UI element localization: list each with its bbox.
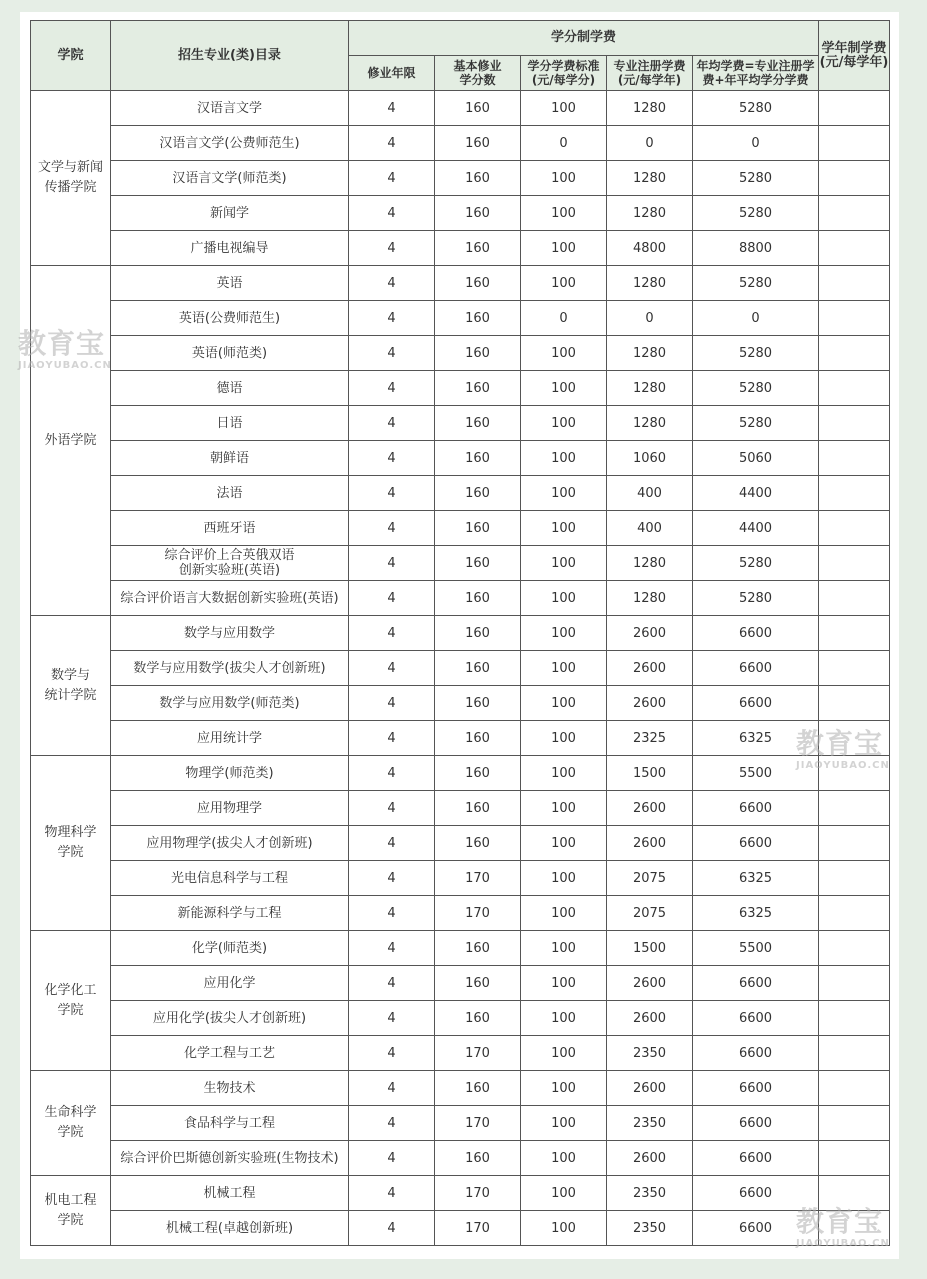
year-system-fee-cell (819, 826, 890, 861)
years-cell: 4 (349, 896, 435, 931)
credits-cell: 160 (435, 301, 521, 336)
years-cell: 4 (349, 161, 435, 196)
registration-fee-cell: 2075 (607, 896, 693, 931)
credit-fee-cell: 0 (521, 301, 607, 336)
major-cell: 英语 (111, 266, 349, 301)
years-cell: 4 (349, 1176, 435, 1211)
year-system-fee-cell (819, 651, 890, 686)
years-cell: 4 (349, 791, 435, 826)
year-system-fee-cell (819, 581, 890, 616)
table-row (31, 966, 890, 1001)
header-credits: 基本修业 学分数 (435, 56, 521, 91)
year-system-fee-cell (819, 336, 890, 371)
year-system-fee-cell (819, 1071, 890, 1106)
annual-fee-cell: 6600 (693, 1176, 819, 1211)
credit-fee-cell: 100 (521, 336, 607, 371)
table-row (31, 1141, 890, 1176)
year-system-fee-cell (819, 406, 890, 441)
table-row (31, 476, 890, 511)
table-row (31, 1001, 890, 1036)
major-cell: 汉语言文学 (111, 91, 349, 126)
table-row (31, 1036, 890, 1071)
major-cell: 法语 (111, 476, 349, 511)
table-row (31, 161, 890, 196)
year-system-fee-cell (819, 511, 890, 546)
years-cell: 4 (349, 756, 435, 791)
registration-fee-cell: 1280 (607, 581, 693, 616)
major-cell: 数学与应用数学(师范类) (111, 686, 349, 721)
tuition-table (30, 20, 890, 1246)
header-credit-system: 学分制学费 (349, 21, 819, 56)
header-years: 修业年限 (349, 56, 435, 91)
credits-cell: 160 (435, 441, 521, 476)
major-cell: 应用统计学 (111, 721, 349, 756)
major-cell: 广播电视编导 (111, 231, 349, 266)
annual-fee-cell: 8800 (693, 231, 819, 266)
credit-fee-cell: 100 (521, 966, 607, 1001)
credit-fee-cell: 100 (521, 371, 607, 406)
header-college: 学院 (31, 21, 111, 91)
table-row (31, 336, 890, 371)
year-system-fee-cell (819, 1211, 890, 1246)
credit-fee-cell: 100 (521, 1176, 607, 1211)
credits-cell: 160 (435, 931, 521, 966)
table-header (31, 21, 890, 91)
major-cell: 朝鲜语 (111, 441, 349, 476)
years-cell: 4 (349, 126, 435, 161)
registration-fee-cell: 0 (607, 301, 693, 336)
credits-cell: 160 (435, 1071, 521, 1106)
major-cell: 汉语言文学(师范类) (111, 161, 349, 196)
table-row (31, 546, 890, 581)
table-row (31, 196, 890, 231)
credit-fee-cell: 100 (521, 581, 607, 616)
years-cell: 4 (349, 336, 435, 371)
registration-fee-cell: 1500 (607, 756, 693, 791)
annual-fee-cell: 6600 (693, 826, 819, 861)
header-annual-fee: 年均学费=专业注册学 费+年平均学分学费 (693, 56, 819, 91)
years-cell: 4 (349, 91, 435, 126)
annual-fee-cell: 6600 (693, 651, 819, 686)
annual-fee-cell: 6600 (693, 1141, 819, 1176)
registration-fee-cell: 1060 (607, 441, 693, 476)
year-system-fee-cell (819, 896, 890, 931)
registration-fee-cell: 400 (607, 511, 693, 546)
credits-cell: 160 (435, 231, 521, 266)
table-row (31, 1176, 890, 1211)
credits-cell: 160 (435, 371, 521, 406)
header-year-system: 学年制学费 (元/每学年) (819, 21, 890, 91)
table-row (31, 371, 890, 406)
credit-fee-cell: 100 (521, 1141, 607, 1176)
annual-fee-cell: 6325 (693, 861, 819, 896)
credits-cell: 160 (435, 581, 521, 616)
annual-fee-cell: 5280 (693, 91, 819, 126)
credit-fee-cell: 100 (521, 896, 607, 931)
annual-fee-cell: 5280 (693, 336, 819, 371)
credits-cell: 170 (435, 1211, 521, 1246)
major-cell: 英语(公费师范生) (111, 301, 349, 336)
registration-fee-cell: 1280 (607, 546, 693, 581)
table-row (31, 1211, 890, 1246)
watermark-logo: 教育宝 JIAOYUBAO.CN (18, 327, 112, 371)
annual-fee-cell: 0 (693, 301, 819, 336)
table-row (31, 91, 890, 126)
years-cell: 4 (349, 301, 435, 336)
registration-fee-cell: 2600 (607, 686, 693, 721)
year-system-fee-cell (819, 441, 890, 476)
credit-fee-cell: 100 (521, 266, 607, 301)
table-row (31, 301, 890, 336)
credits-cell: 170 (435, 861, 521, 896)
years-cell: 4 (349, 651, 435, 686)
table-row (31, 896, 890, 931)
credit-fee-cell: 100 (521, 616, 607, 651)
registration-fee-cell: 2075 (607, 861, 693, 896)
major-cell: 机械工程(卓越创新班) (111, 1211, 349, 1246)
credits-cell: 160 (435, 1001, 521, 1036)
table-row (31, 791, 890, 826)
table-row (31, 861, 890, 896)
major-cell: 应用化学 (111, 966, 349, 1001)
credits-cell: 170 (435, 1036, 521, 1071)
major-cell: 生物技术 (111, 1071, 349, 1106)
annual-fee-cell: 5060 (693, 441, 819, 476)
annual-fee-cell: 4400 (693, 511, 819, 546)
registration-fee-cell: 1280 (607, 196, 693, 231)
credits-cell: 170 (435, 1106, 521, 1141)
college-name-cell: 机电工程 学院 (31, 1176, 111, 1246)
years-cell: 4 (349, 1071, 435, 1106)
years-cell: 4 (349, 1001, 435, 1036)
credits-cell: 160 (435, 161, 521, 196)
registration-fee-cell: 400 (607, 476, 693, 511)
registration-fee-cell: 2600 (607, 1071, 693, 1106)
year-system-fee-cell (819, 301, 890, 336)
credit-fee-cell: 100 (521, 686, 607, 721)
registration-fee-cell: 2600 (607, 1001, 693, 1036)
credits-cell: 160 (435, 721, 521, 756)
registration-fee-cell: 1280 (607, 336, 693, 371)
registration-fee-cell: 2600 (607, 651, 693, 686)
registration-fee-cell: 0 (607, 126, 693, 161)
annual-fee-cell: 5280 (693, 161, 819, 196)
registration-fee-cell: 2600 (607, 791, 693, 826)
year-system-fee-cell (819, 476, 890, 511)
college-name-cell: 生命科学 学院 (31, 1071, 111, 1176)
annual-fee-cell: 6600 (693, 1071, 819, 1106)
registration-fee-cell: 1280 (607, 406, 693, 441)
year-system-fee-cell (819, 791, 890, 826)
header-credit-fee: 学分学费标准 (元/每学分) (521, 56, 607, 91)
registration-fee-cell: 2350 (607, 1211, 693, 1246)
credits-cell: 160 (435, 756, 521, 791)
registration-fee-cell: 4800 (607, 231, 693, 266)
table-row (31, 511, 890, 546)
major-cell: 英语(师范类) (111, 336, 349, 371)
year-system-fee-cell (819, 861, 890, 896)
table-row (31, 721, 890, 756)
year-system-fee-cell (819, 1106, 890, 1141)
annual-fee-cell: 0 (693, 126, 819, 161)
credits-cell: 160 (435, 336, 521, 371)
credit-fee-cell: 100 (521, 1211, 607, 1246)
annual-fee-cell: 5280 (693, 371, 819, 406)
registration-fee-cell: 1280 (607, 91, 693, 126)
annual-fee-cell: 6600 (693, 686, 819, 721)
credit-fee-cell: 100 (521, 861, 607, 896)
document-sheet (20, 12, 899, 1259)
credits-cell: 160 (435, 616, 521, 651)
years-cell: 4 (349, 721, 435, 756)
annual-fee-cell: 5280 (693, 581, 819, 616)
college-name-cell: 数学与 统计学院 (31, 616, 111, 756)
table-row (31, 231, 890, 266)
college-name-cell: 物理科学 学院 (31, 756, 111, 931)
years-cell: 4 (349, 196, 435, 231)
annual-fee-cell: 6325 (693, 721, 819, 756)
year-system-fee-cell (819, 1176, 890, 1211)
header-registration-fee: 专业注册学费 (元/每学年) (607, 56, 693, 91)
year-system-fee-cell (819, 616, 890, 651)
annual-fee-cell: 6600 (693, 1001, 819, 1036)
major-cell: 汉语言文学(公费师范生) (111, 126, 349, 161)
credit-fee-cell: 100 (521, 406, 607, 441)
header-major: 招生专业(类)目录 (111, 21, 349, 91)
year-system-fee-cell (819, 1001, 890, 1036)
major-cell: 食品科学与工程 (111, 1106, 349, 1141)
credits-cell: 160 (435, 791, 521, 826)
year-system-fee-cell (819, 91, 890, 126)
annual-fee-cell: 5280 (693, 266, 819, 301)
major-cell: 应用物理学 (111, 791, 349, 826)
table-row (31, 441, 890, 476)
registration-fee-cell: 1280 (607, 161, 693, 196)
credits-cell: 160 (435, 511, 521, 546)
year-system-fee-cell (819, 196, 890, 231)
table-row (31, 616, 890, 651)
major-cell: 应用物理学(拔尖人才创新班) (111, 826, 349, 861)
major-cell: 西班牙语 (111, 511, 349, 546)
table-row (31, 651, 890, 686)
credit-fee-cell: 100 (521, 441, 607, 476)
annual-fee-cell: 5280 (693, 196, 819, 231)
major-cell: 综合评价上合英俄双语 创新实验班(英语) (111, 546, 349, 581)
year-system-fee-cell (819, 686, 890, 721)
major-cell: 综合评价巴斯德创新实验班(生物技术) (111, 1141, 349, 1176)
annual-fee-cell: 6325 (693, 896, 819, 931)
years-cell: 4 (349, 1141, 435, 1176)
credit-fee-cell: 100 (521, 1071, 607, 1106)
credit-fee-cell: 100 (521, 91, 607, 126)
major-cell: 物理学(师范类) (111, 756, 349, 791)
annual-fee-cell: 6600 (693, 1036, 819, 1071)
table-row (31, 1106, 890, 1141)
registration-fee-cell: 2600 (607, 826, 693, 861)
credits-cell: 160 (435, 546, 521, 581)
years-cell: 4 (349, 1106, 435, 1141)
registration-fee-cell: 2600 (607, 1141, 693, 1176)
table-row (31, 1071, 890, 1106)
annual-fee-cell: 6600 (693, 791, 819, 826)
years-cell: 4 (349, 686, 435, 721)
table-row (31, 756, 890, 791)
credits-cell: 160 (435, 1141, 521, 1176)
years-cell: 4 (349, 511, 435, 546)
registration-fee-cell: 2325 (607, 721, 693, 756)
credits-cell: 160 (435, 686, 521, 721)
credit-fee-cell: 0 (521, 126, 607, 161)
year-system-fee-cell (819, 546, 890, 581)
year-system-fee-cell (819, 966, 890, 1001)
years-cell: 4 (349, 966, 435, 1001)
annual-fee-cell: 6600 (693, 1106, 819, 1141)
annual-fee-cell: 5280 (693, 546, 819, 581)
credits-cell: 160 (435, 91, 521, 126)
credits-cell: 160 (435, 826, 521, 861)
years-cell: 4 (349, 616, 435, 651)
credits-cell: 160 (435, 651, 521, 686)
registration-fee-cell: 2350 (607, 1176, 693, 1211)
credit-fee-cell: 100 (521, 756, 607, 791)
credit-fee-cell: 100 (521, 511, 607, 546)
annual-fee-cell: 5280 (693, 406, 819, 441)
credits-cell: 160 (435, 406, 521, 441)
credits-cell: 160 (435, 476, 521, 511)
year-system-fee-cell (819, 126, 890, 161)
credits-cell: 170 (435, 896, 521, 931)
years-cell: 4 (349, 266, 435, 301)
credits-cell: 160 (435, 266, 521, 301)
major-cell: 数学与应用数学 (111, 616, 349, 651)
credit-fee-cell: 100 (521, 651, 607, 686)
major-cell: 光电信息科学与工程 (111, 861, 349, 896)
registration-fee-cell: 2350 (607, 1036, 693, 1071)
credit-fee-cell: 100 (521, 196, 607, 231)
table-row (31, 826, 890, 861)
years-cell: 4 (349, 826, 435, 861)
years-cell: 4 (349, 581, 435, 616)
major-cell: 数学与应用数学(拔尖人才创新班) (111, 651, 349, 686)
years-cell: 4 (349, 371, 435, 406)
credit-fee-cell: 100 (521, 161, 607, 196)
credit-fee-cell: 100 (521, 1036, 607, 1071)
major-cell: 新能源科学与工程 (111, 896, 349, 931)
annual-fee-cell: 6600 (693, 616, 819, 651)
years-cell: 4 (349, 1036, 435, 1071)
year-system-fee-cell (819, 756, 890, 791)
year-system-fee-cell (819, 371, 890, 406)
years-cell: 4 (349, 231, 435, 266)
year-system-fee-cell (819, 1141, 890, 1176)
year-system-fee-cell (819, 231, 890, 266)
credit-fee-cell: 100 (521, 1106, 607, 1141)
years-cell: 4 (349, 441, 435, 476)
years-cell: 4 (349, 861, 435, 896)
registration-fee-cell: 2600 (607, 966, 693, 1001)
year-system-fee-cell (819, 721, 890, 756)
years-cell: 4 (349, 406, 435, 441)
major-cell: 化学(师范类) (111, 931, 349, 966)
year-system-fee-cell (819, 931, 890, 966)
years-cell: 4 (349, 931, 435, 966)
annual-fee-cell: 6600 (693, 1211, 819, 1246)
registration-fee-cell: 2350 (607, 1106, 693, 1141)
registration-fee-cell: 1280 (607, 371, 693, 406)
major-cell: 应用化学(拔尖人才创新班) (111, 1001, 349, 1036)
annual-fee-cell: 5500 (693, 756, 819, 791)
table-row (31, 931, 890, 966)
table-row (31, 266, 890, 301)
credit-fee-cell: 100 (521, 476, 607, 511)
registration-fee-cell: 2600 (607, 616, 693, 651)
year-system-fee-cell (819, 1036, 890, 1071)
credits-cell: 170 (435, 1176, 521, 1211)
credit-fee-cell: 100 (521, 1001, 607, 1036)
credit-fee-cell: 100 (521, 546, 607, 581)
registration-fee-cell: 1500 (607, 931, 693, 966)
credits-cell: 160 (435, 126, 521, 161)
major-cell: 德语 (111, 371, 349, 406)
credit-fee-cell: 100 (521, 231, 607, 266)
table-body (31, 91, 890, 1246)
annual-fee-cell: 6600 (693, 966, 819, 1001)
years-cell: 4 (349, 546, 435, 581)
table-row (31, 686, 890, 721)
years-cell: 4 (349, 476, 435, 511)
table-row (31, 406, 890, 441)
major-cell: 日语 (111, 406, 349, 441)
credit-fee-cell: 100 (521, 826, 607, 861)
years-cell: 4 (349, 1211, 435, 1246)
annual-fee-cell: 4400 (693, 476, 819, 511)
major-cell: 新闻学 (111, 196, 349, 231)
year-system-fee-cell (819, 266, 890, 301)
major-cell: 化学工程与工艺 (111, 1036, 349, 1071)
annual-fee-cell: 5500 (693, 931, 819, 966)
table-row (31, 581, 890, 616)
watermark-logo: 教育宝 JIAOYUBAO.CN (796, 1205, 890, 1249)
college-name-cell: 外语学院 (31, 266, 111, 616)
credits-cell: 160 (435, 196, 521, 231)
college-name-cell: 文学与新闻 传播学院 (31, 91, 111, 266)
year-system-fee-cell (819, 161, 890, 196)
credit-fee-cell: 100 (521, 931, 607, 966)
credit-fee-cell: 100 (521, 791, 607, 826)
college-name-cell: 化学化工 学院 (31, 931, 111, 1071)
credit-fee-cell: 100 (521, 721, 607, 756)
major-cell: 综合评价语言大数据创新实验班(英语) (111, 581, 349, 616)
credits-cell: 160 (435, 966, 521, 1001)
registration-fee-cell: 1280 (607, 266, 693, 301)
table-row (31, 126, 890, 161)
watermark-logo: 教育宝 JIAOYUBAO.CN (796, 727, 890, 771)
major-cell: 机械工程 (111, 1176, 349, 1211)
